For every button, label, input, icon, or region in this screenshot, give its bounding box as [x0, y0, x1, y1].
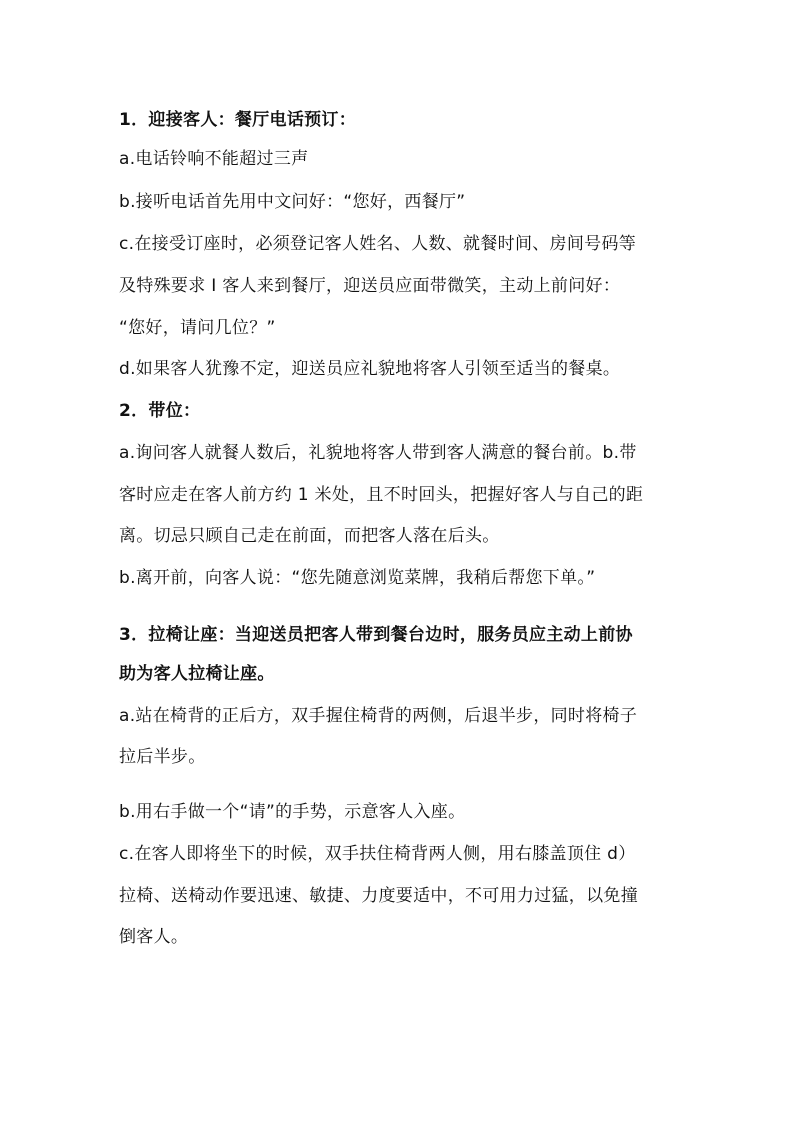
section3-heading-line2: 助为客人拉椅让座。 — [119, 664, 275, 684]
section3-heading-line1: 3．拉椅让座：当迎送员把客人带到餐台边时，服务员应主动上前协 — [119, 625, 633, 645]
section2-item-a-line1: a.询问客人就餐人数后，礼貌地将客人带到客人满意的餐台前。b.带 — [119, 443, 637, 463]
section1-item-c-line3: “您好，请问几位？” — [119, 318, 276, 338]
section3-item-b: b.用右手做一个“请”的手势，示意客人入座。 — [119, 802, 466, 822]
section1-item-b: b.接听电话首先用中文问好：“您好，西餐厅” — [119, 192, 466, 212]
section3-item-a-line2: 拉后半步。 — [119, 747, 206, 767]
section1-item-a: a.电话铃响不能超过三声 — [119, 149, 309, 169]
section3-item-a-line1: a.站在椅背的正后方，双手握住椅背的两侧，后退半步，同时将椅子 — [119, 706, 638, 726]
section3-item-c-line3: 倒客人。 — [119, 927, 189, 947]
section1-item-c-line2: 及特殊要求 I 客人来到餐厅，迎送员应面带微笑，主动上前问好： — [119, 276, 621, 296]
section2-item-b: b.离开前，向客人说：“您先随意浏览菜牌，我稍后帮您下单。” — [119, 568, 596, 588]
section1-heading: 1．迎接客人：餐厅电话预订： — [119, 110, 357, 130]
section1-item-d: d.如果客人犹豫不定，迎送员应礼貌地将客人引领至适当的餐桌。 — [119, 359, 621, 379]
section2-item-a-line2: 客时应走在客人前方约 1 米处，且不时回头，把握好客人与自己的距 — [119, 485, 644, 505]
section3-item-c-line2: 拉椅、送椅动作要迅速、敏捷、力度要适中，不可用力过猛，以免撞 — [119, 886, 638, 906]
section2-item-a-line3: 离。切忌只顾自己走在前面，而把客人落在后头。 — [119, 526, 500, 546]
section3-item-c-line1: c.在客人即将坐下的时候，双手扶住椅背两人侧，用右膝盖顶住 d） — [119, 844, 636, 864]
section1-item-c-line1: c.在接受订座时，必须登记客人姓名、人数、就餐时间、房间号码等 — [119, 234, 637, 254]
section2-heading: 2．带位： — [119, 401, 201, 421]
